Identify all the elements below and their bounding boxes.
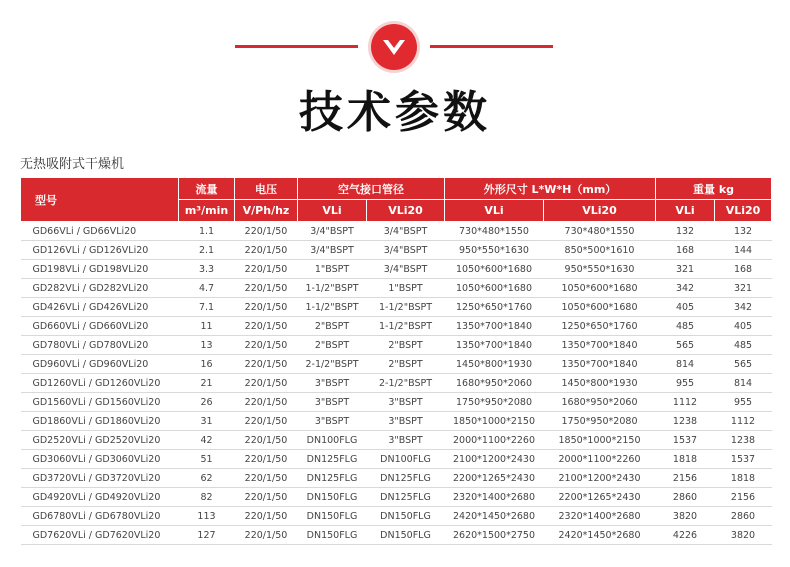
weight-vli20-cell: 405: [715, 317, 772, 336]
flow-cell: 26: [179, 393, 235, 412]
header-weight: 重量 kg: [656, 178, 772, 200]
pipe-vli-cell: 3/4"BSPT: [298, 241, 367, 260]
table-row: [21, 469, 772, 488]
voltage-cell: 220/1/50: [235, 336, 298, 355]
weight-vli-cell: 3820: [656, 507, 715, 526]
weight-vli-cell: 1537: [656, 431, 715, 450]
weight-vli20-cell: 1112: [715, 412, 772, 431]
table-row: [21, 431, 772, 450]
dims-vli20-cell: 1450*800*1930: [544, 374, 656, 393]
pipe-vli-cell: 1-1/2"BSPT: [298, 298, 367, 317]
decorative-line-left: [235, 45, 358, 48]
dims-vli-cell: 1450*800*1930: [445, 355, 544, 374]
flow-cell: 3.3: [179, 260, 235, 279]
decorative-line-right: [430, 45, 553, 48]
pipe-vli20-cell: 3/4"BSPT: [367, 241, 445, 260]
weight-vli-cell: 2156: [656, 469, 715, 488]
flow-cell: 2.1: [179, 241, 235, 260]
model-cell: GD426VLi / GD426VLi20: [21, 298, 179, 317]
weight-vli20-cell: 144: [715, 241, 772, 260]
voltage-cell: 220/1/50: [235, 222, 298, 241]
model-cell: GD66VLi / GD66VLi20: [21, 222, 179, 241]
flow-cell: 51: [179, 450, 235, 469]
pipe-vli-cell: 2"BSPT: [298, 336, 367, 355]
pipe-vli20-cell: DN150FLG: [367, 526, 445, 545]
dims-vli-cell: 1680*950*2060: [445, 374, 544, 393]
pipe-vli-cell: DN100FLG: [298, 431, 367, 450]
sub-weight-vli20: VLi20: [715, 200, 772, 222]
pipe-vli20-cell: DN125FLG: [367, 469, 445, 488]
table-row: [21, 317, 772, 336]
header-model: 型号: [21, 178, 179, 222]
weight-vli-cell: 2860: [656, 488, 715, 507]
voltage-cell: 220/1/50: [235, 526, 298, 545]
pipe-vli-cell: 1"BSPT: [298, 260, 367, 279]
dims-vli-cell: 1750*950*2080: [445, 393, 544, 412]
model-cell: GD960VLi / GD960VLi20: [21, 355, 179, 374]
weight-vli20-cell: 2156: [715, 488, 772, 507]
dims-vli20-cell: 1350*700*1840: [544, 355, 656, 374]
pipe-vli20-cell: 3/4"BSPT: [367, 222, 445, 241]
voltage-cell: 220/1/50: [235, 412, 298, 431]
sub-weight-vli: VLi: [656, 200, 715, 222]
dims-vli20-cell: 2200*1265*2430: [544, 488, 656, 507]
pipe-vli20-cell: DN100FLG: [367, 450, 445, 469]
dims-vli20-cell: 1050*600*1680: [544, 298, 656, 317]
voltage-cell: 220/1/50: [235, 469, 298, 488]
model-cell: GD1560VLi / GD1560VLi20: [21, 393, 179, 412]
voltage-cell: 220/1/50: [235, 260, 298, 279]
table-row: [21, 336, 772, 355]
sub-pipe-vli20: VLi20: [367, 200, 445, 222]
weight-vli20-cell: 565: [715, 355, 772, 374]
voltage-cell: 220/1/50: [235, 317, 298, 336]
weight-vli-cell: 132: [656, 222, 715, 241]
table-row: [21, 450, 772, 469]
weight-vli-cell: 4226: [656, 526, 715, 545]
weight-vli20-cell: 1818: [715, 469, 772, 488]
unit-flow: m³/min: [179, 200, 235, 222]
pipe-vli-cell: 3"BSPT: [298, 393, 367, 412]
flow-cell: 113: [179, 507, 235, 526]
flow-cell: 16: [179, 355, 235, 374]
flow-cell: 7.1: [179, 298, 235, 317]
dims-vli-cell: 730*480*1550: [445, 222, 544, 241]
dims-vli-cell: 1050*600*1680: [445, 279, 544, 298]
model-cell: GD282VLi / GD282VLi20: [21, 279, 179, 298]
weight-vli-cell: 321: [656, 260, 715, 279]
dims-vli20-cell: 950*550*1630: [544, 260, 656, 279]
pipe-vli-cell: DN125FLG: [298, 450, 367, 469]
table-row: [21, 488, 772, 507]
pipe-vli-cell: 1-1/2"BSPT: [298, 279, 367, 298]
pipe-vli-cell: 2"BSPT: [298, 317, 367, 336]
pipe-vli-cell: DN125FLG: [298, 469, 367, 488]
dims-vli20-cell: 730*480*1550: [544, 222, 656, 241]
dims-vli20-cell: 1750*950*2080: [544, 412, 656, 431]
table-row: [21, 260, 772, 279]
chevron-down-icon: [371, 24, 417, 70]
pipe-vli20-cell: 3"BSPT: [367, 393, 445, 412]
pipe-vli-cell: DN150FLG: [298, 488, 367, 507]
model-cell: GD126VLi / GD126VLi20: [21, 241, 179, 260]
weight-vli-cell: 955: [656, 374, 715, 393]
dims-vli-cell: 2200*1265*2430: [445, 469, 544, 488]
weight-vli-cell: 485: [656, 317, 715, 336]
pipe-vli20-cell: 1-1/2"BSPT: [367, 298, 445, 317]
flow-cell: 31: [179, 412, 235, 431]
dims-vli-cell: 2620*1500*2750: [445, 526, 544, 545]
table-row: [21, 355, 772, 374]
sub-pipe-vli: VLi: [298, 200, 367, 222]
weight-vli-cell: 814: [656, 355, 715, 374]
dims-vli20-cell: 850*500*1610: [544, 241, 656, 260]
model-cell: GD3720VLi / GD3720VLi20: [21, 469, 179, 488]
dims-vli20-cell: 1250*650*1760: [544, 317, 656, 336]
dims-vli20-cell: 1850*1000*2150: [544, 431, 656, 450]
table-row: [21, 222, 772, 241]
voltage-cell: 220/1/50: [235, 488, 298, 507]
model-cell: GD4920VLi / GD4920VLi20: [21, 488, 179, 507]
table-row: [21, 526, 772, 545]
dims-vli-cell: 1850*1000*2150: [445, 412, 544, 431]
weight-vli20-cell: 1537: [715, 450, 772, 469]
table-row: [21, 412, 772, 431]
weight-vli20-cell: 168: [715, 260, 772, 279]
pipe-vli20-cell: 1-1/2"BSPT: [367, 317, 445, 336]
pipe-vli20-cell: 3/4"BSPT: [367, 260, 445, 279]
weight-vli-cell: 342: [656, 279, 715, 298]
dims-vli20-cell: 1680*950*2060: [544, 393, 656, 412]
pipe-vli20-cell: 1"BSPT: [367, 279, 445, 298]
weight-vli-cell: 1112: [656, 393, 715, 412]
header-pipe: 空气接口管径: [298, 178, 445, 200]
model-cell: GD6780VLi / GD6780VLi20: [21, 507, 179, 526]
unit-voltage: V/Ph/hz: [235, 200, 298, 222]
dims-vli-cell: 2320*1400*2680: [445, 488, 544, 507]
dims-vli-cell: 2100*1200*2430: [445, 450, 544, 469]
flow-cell: 13: [179, 336, 235, 355]
weight-vli20-cell: 2860: [715, 507, 772, 526]
weight-vli-cell: 405: [656, 298, 715, 317]
pipe-vli20-cell: 2-1/2"BSPT: [367, 374, 445, 393]
dims-vli20-cell: 2320*1400*2680: [544, 507, 656, 526]
spec-table: [20, 177, 772, 545]
header-dimensions: 外形尺寸 L*W*H（mm）: [445, 178, 656, 200]
sub-dims-vli20: VLi20: [544, 200, 656, 222]
voltage-cell: 220/1/50: [235, 241, 298, 260]
product-subtitle: 无热吸附式干燥机: [20, 157, 125, 172]
model-cell: GD3060VLi / GD3060VLi20: [21, 450, 179, 469]
table-row: [21, 507, 772, 526]
voltage-cell: 220/1/50: [235, 374, 298, 393]
flow-cell: 1.1: [179, 222, 235, 241]
voltage-cell: 220/1/50: [235, 450, 298, 469]
voltage-cell: 220/1/50: [235, 355, 298, 374]
dims-vli20-cell: 2000*1100*2260: [544, 450, 656, 469]
header-voltage: 电压: [235, 178, 298, 200]
header-flow: 流量: [179, 178, 235, 200]
table-row: [21, 298, 772, 317]
dims-vli20-cell: 1050*600*1680: [544, 279, 656, 298]
weight-vli20-cell: 342: [715, 298, 772, 317]
weight-vli20-cell: 3820: [715, 526, 772, 545]
voltage-cell: 220/1/50: [235, 279, 298, 298]
model-cell: GD2520VLi / GD2520VLi20: [21, 431, 179, 450]
dims-vli-cell: 2420*1450*2680: [445, 507, 544, 526]
dims-vli-cell: 2000*1100*2260: [445, 431, 544, 450]
pipe-vli-cell: 2-1/2"BSPT: [298, 355, 367, 374]
dims-vli-cell: 950*550*1630: [445, 241, 544, 260]
table-row: [21, 241, 772, 260]
page-title: 技术参数: [299, 87, 491, 138]
flow-cell: 21: [179, 374, 235, 393]
model-cell: GD1260VLi / GD1260VLi20: [21, 374, 179, 393]
pipe-vli-cell: DN150FLG: [298, 507, 367, 526]
weight-vli20-cell: 485: [715, 336, 772, 355]
flow-cell: 127: [179, 526, 235, 545]
flow-cell: 11: [179, 317, 235, 336]
dims-vli-cell: 1250*650*1760: [445, 298, 544, 317]
model-cell: GD780VLi / GD780VLi20: [21, 336, 179, 355]
dims-vli-cell: 1350*700*1840: [445, 317, 544, 336]
voltage-cell: 220/1/50: [235, 393, 298, 412]
pipe-vli20-cell: 3"BSPT: [367, 412, 445, 431]
pipe-vli20-cell: DN150FLG: [367, 507, 445, 526]
pipe-vli-cell: 3"BSPT: [298, 374, 367, 393]
model-cell: GD1860VLi / GD1860VLi20: [21, 412, 179, 431]
pipe-vli20-cell: 2"BSPT: [367, 355, 445, 374]
weight-vli-cell: 168: [656, 241, 715, 260]
table-row: [21, 279, 772, 298]
dims-vli20-cell: 2100*1200*2430: [544, 469, 656, 488]
pipe-vli-cell: 3/4"BSPT: [298, 222, 367, 241]
pipe-vli-cell: 3"BSPT: [298, 412, 367, 431]
voltage-cell: 220/1/50: [235, 298, 298, 317]
weight-vli-cell: 1818: [656, 450, 715, 469]
dims-vli20-cell: 2420*1450*2680: [544, 526, 656, 545]
model-cell: GD660VLi / GD660VLi20: [21, 317, 179, 336]
model-cell: GD7620VLi / GD7620VLi20: [21, 526, 179, 545]
table-row: [21, 393, 772, 412]
dims-vli-cell: 1350*700*1840: [445, 336, 544, 355]
flow-cell: 4.7: [179, 279, 235, 298]
pipe-vli20-cell: 3"BSPT: [367, 431, 445, 450]
pipe-vli20-cell: DN125FLG: [367, 488, 445, 507]
table-row: [21, 374, 772, 393]
weight-vli20-cell: 132: [715, 222, 772, 241]
sub-dims-vli: VLi: [445, 200, 544, 222]
dims-vli-cell: 1050*600*1680: [445, 260, 544, 279]
flow-cell: 82: [179, 488, 235, 507]
weight-vli20-cell: 814: [715, 374, 772, 393]
weight-vli20-cell: 1238: [715, 431, 772, 450]
weight-vli-cell: 565: [656, 336, 715, 355]
model-cell: GD198VLi / GD198VLi20: [21, 260, 179, 279]
voltage-cell: 220/1/50: [235, 507, 298, 526]
pipe-vli20-cell: 2"BSPT: [367, 336, 445, 355]
flow-cell: 42: [179, 431, 235, 450]
weight-vli20-cell: 955: [715, 393, 772, 412]
weight-vli20-cell: 321: [715, 279, 772, 298]
dims-vli20-cell: 1350*700*1840: [544, 336, 656, 355]
voltage-cell: 220/1/50: [235, 431, 298, 450]
pipe-vli-cell: DN150FLG: [298, 526, 367, 545]
weight-vli-cell: 1238: [656, 412, 715, 431]
flow-cell: 62: [179, 469, 235, 488]
